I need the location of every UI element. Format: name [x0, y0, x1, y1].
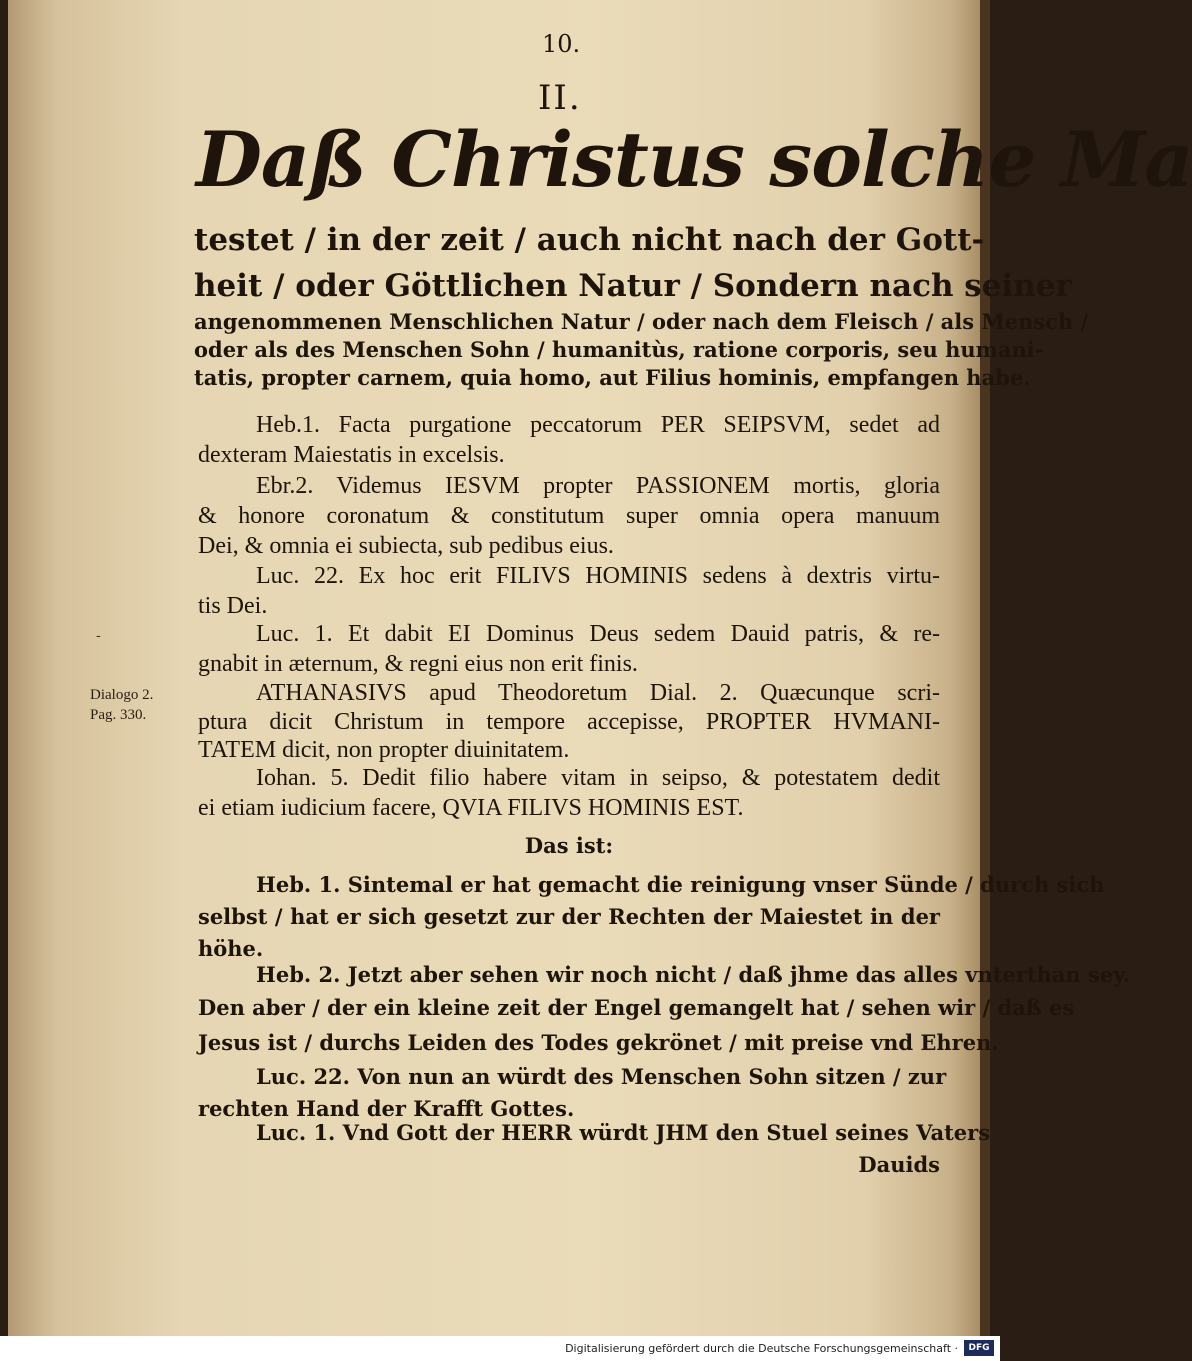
german-line-4: Heb. 2. Jetzt aber sehen wir noch nicht / daß jhme das alles vnterthan sey.	[256, 962, 1131, 987]
latin-line-7: tis Dei.	[198, 593, 268, 619]
german-line-2: selbst / hat er sich gesetzt zur der Rechten der Maiestet in der	[198, 904, 940, 929]
german-line-5: Den aber / der ein kleine zeit der Engel gemangelt hat / sehen wir / daß es	[198, 995, 1075, 1020]
latin-line-4: & honore coronatum & constitutum super omnia opera manuum	[198, 503, 940, 529]
title-line-3: heit / oder Göttlichen Natur / Sondern nach seiner	[194, 268, 1072, 304]
latin-line-10: ATHANASIVS apud Theodoretum Dial. 2. Quæcunque scri-	[256, 680, 940, 706]
margin-dash: -	[96, 628, 101, 644]
german-line-3: höhe.	[198, 936, 264, 961]
latin-line-12: TATEM dicit, non propter diuinitatem.	[198, 737, 570, 763]
margin-note-line-2: Pag. 330.	[90, 707, 147, 723]
title-line-2: testet / in der zeit / auch nicht nach der Gott-	[194, 222, 985, 258]
book-page	[8, 0, 1192, 1336]
footer-credit: Digitalisierung gefördert durch die Deutsche Forschungsgemeinschaft ·	[565, 1342, 958, 1355]
dfg-logo-icon: DFG	[964, 1340, 994, 1356]
latin-line-3: Ebr.2. Videmus IESVM propter PASSIONEM mortis, gloria	[256, 473, 940, 499]
margin-note-line-1: Dialogo 2.	[90, 687, 154, 703]
footer-bar	[0, 1336, 1000, 1361]
latin-line-1: Heb.1. Facta purgatione peccatorum PER SEIPSVM, sedet ad	[256, 412, 940, 438]
latin-line-13: Iohan. 5. Dedit filio habere vitam in seipso, & potestatem dedit	[256, 765, 940, 791]
title-line-4: angenommenen Menschlichen Natur / oder nach dem Fleisch / als Mensch /	[194, 309, 1089, 334]
german-line-6: Jesus ist / durchs Leiden des Todes gekrönet / mit preise vnd Ehren.	[198, 1030, 999, 1055]
german-line-10-catchword: Dauids	[858, 1152, 940, 1177]
german-line-9: Luc. 1. Vnd Gott der HERR würdt JHM den Stuel seines Vaters	[256, 1120, 991, 1145]
latin-line-2: dexteram Maiestatis in excelsis.	[198, 442, 505, 468]
german-line-1: Heb. 1. Sintemal er hat gemacht die reinigung vnser Sünde / durch sich	[256, 872, 1105, 897]
chapter-number: II.	[538, 78, 582, 118]
latin-line-14: ei etiam iudicium facere, QVIA FILIVS HOMINIS EST.	[198, 795, 744, 821]
page-number: 10.	[542, 30, 581, 58]
title-line-6: tatis, propter carnem, quia homo, aut Filius hominis, empfangen habe.	[194, 365, 1031, 390]
title-line-1: Daß Christus solche Ma	[196, 115, 1192, 204]
latin-line-11: ptura dicit Christum in tempore accepisse, PROPTER HVMANI-	[198, 709, 940, 735]
latin-line-9: gnabit in æternum, & regni eius non erit finis.	[198, 651, 638, 677]
title-line-5: oder als des Menschen Sohn / humanitùs, ratione corporis, seu humani-	[194, 337, 1044, 362]
german-heading: Das ist:	[524, 833, 614, 858]
german-line-7: Luc. 22. Von nun an würdt des Menschen Sohn sitzen / zur	[256, 1064, 947, 1089]
latin-line-5: Dei, & omnia ei subiecta, sub pedibus eius.	[198, 533, 614, 559]
latin-line-8: Luc. 1. Et dabit EI Dominus Deus sedem Dauid patris, & re-	[256, 621, 940, 647]
latin-line-6: Luc. 22. Ex hoc erit FILIVS HOMINIS sedens à dextris virtu-	[256, 563, 940, 589]
german-line-8: rechten Hand der Krafft Gottes.	[198, 1096, 575, 1121]
